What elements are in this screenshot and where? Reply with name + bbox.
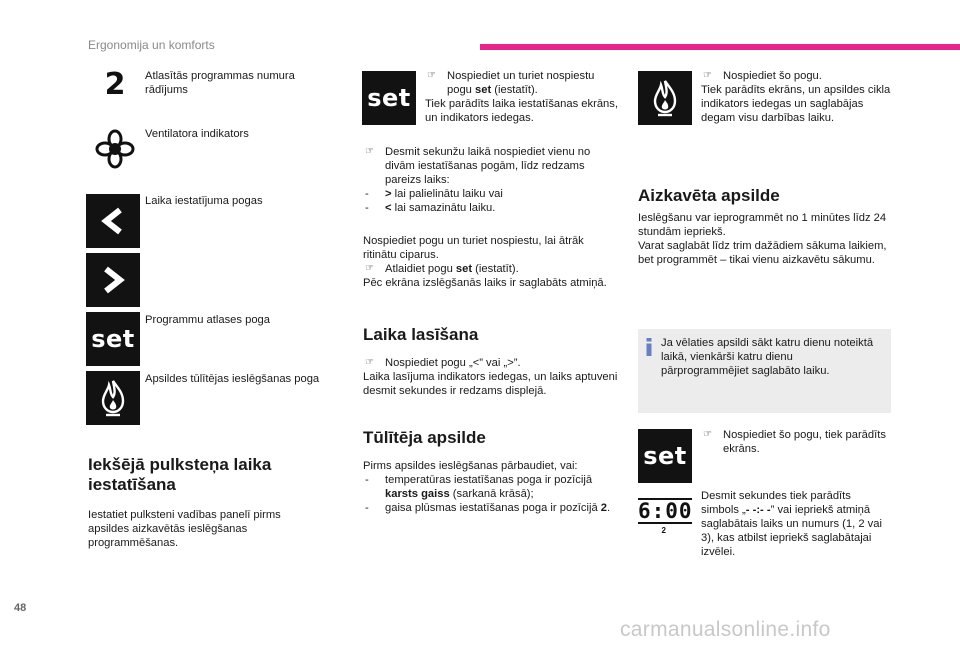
legend-label-time-buttons: Laika iestatījuma pogas (145, 195, 263, 207)
set-button-icon (638, 429, 692, 483)
delayed-text-2: Varat saglabāt līdz trim dažādiem sākuma laikiem, bet programmēt – tikai vienu aizkavētu sākumu. (638, 240, 887, 266)
flame-icon (638, 71, 692, 125)
step3-block (363, 234, 613, 290)
page-number: 48 (14, 602, 27, 614)
reading-block (363, 356, 618, 398)
step1-text: Tiek parādīts laika iestatīšanas ekrāns, un indikators iedegas. (425, 98, 618, 124)
legend-label-fan: Ventilatora indikators (145, 128, 249, 140)
clock-section-title (88, 455, 348, 495)
display-icon (638, 498, 692, 540)
clock-title-line2: iestatīšana (88, 475, 176, 494)
legend-label-instant-heat: Apsildes tūlītējas ieslēgšanas poga (145, 373, 320, 385)
set-button-icon (86, 312, 140, 366)
section-header: Ergonomija un komforts (88, 38, 215, 52)
display-text: Desmit sekundes tiek parādīts simbols „- -:- -” vai iepriekš atmiņā saglabātais laiks un numurs (1, 2 vai 3), kas atbilst iepriekš saglabātajai izvēlei. (701, 490, 882, 558)
display-time: 6:00 (638, 499, 693, 523)
info-text: Ja vēlaties apsildi sākt katru dienu noteiktā laikā, vienkārši katru dienu pārprogrammējiet saglabāto laiku. (661, 337, 874, 377)
legend-label-program-select: Programmu atlases poga (145, 314, 270, 326)
set-button-icon (362, 71, 416, 125)
instant-dash-airflow: - gaisa plūsmas iestatīšanas poga ir pozīcijā 2. (363, 501, 613, 515)
chevron-left-icon (86, 194, 140, 248)
step1-bullet: ☞ Nospiediet un turiet nospiestu pogu set (iestatīt). (425, 69, 620, 97)
flame-text: Tiek parādīts ekrāns, un apsildes cikla indikators iedegas un saglabājas degam visu darbības laiku. (701, 84, 891, 124)
set-icon-text: set (91, 325, 135, 353)
instant-block (363, 459, 613, 515)
clock-title-line1: Iekšējā pulksteņa laika (88, 455, 272, 474)
clock-section-body: Iestatiet pulksteni vadības panelī pirms apsildes aizkavētās ieslēgšanas programmēšanas. (88, 509, 281, 549)
set-icon-text: set (367, 84, 411, 112)
delayed-title: Aizkavēta apsilde (638, 186, 780, 205)
set-icon-text: set (643, 442, 687, 470)
digit-2-text: 2 (104, 66, 126, 102)
step2-dash-decrease: - < lai samazinātu laiku. (363, 201, 613, 215)
instant-title: Tūlītēja apsilde (363, 428, 486, 447)
reading-title: Laika lasīšana (363, 325, 479, 344)
delayed-text-1: Ieslēgšanu var ieprogrammēt no 1 minūtes līdz 24 stundām iepriekš. (638, 212, 887, 238)
step3-text: Pēc ekrāna izslēgšanās laiks ir saglabāts atmiņā. (363, 277, 607, 289)
info-icon (645, 338, 653, 356)
digit-2-icon (88, 57, 142, 111)
header-accent-bar (480, 44, 960, 50)
step1-block (425, 69, 620, 125)
fan-icon (88, 122, 142, 176)
chevron-right-icon (86, 253, 140, 307)
scroll-tip: Nospiediet pogu un turiet nospiestu, lai ātrāk ritinātu ciparus. (363, 235, 584, 261)
flame-icon (86, 371, 140, 425)
reading-text: Laika lasījuma indikators iedegas, un laiks aptuveni desmit sekundes ir redzams displejā. (363, 371, 618, 397)
watermark: carmanualsonline.info (620, 618, 831, 641)
instant-dash-temperature: - temperatūras iestatīšanas poga ir pozīcijā karsts gaiss (sarkanā krāsā); (363, 473, 613, 501)
instant-intro: Pirms apsildes ieslēgšanas pārbaudiet, vai: (363, 460, 578, 472)
set-bullet (701, 428, 891, 456)
step3-bullet: ☞ Atlaidiet pogu set (iestatīt). (363, 262, 613, 276)
display-sub: 2 (661, 526, 666, 535)
set-bullet-text: ☞ Nospiediet šo pogu, tiek parādīts ekrāns. (701, 428, 891, 456)
flame-bullet: ☞ Nospiediet šo pogu. (701, 69, 891, 83)
legend-label-program-number: Atlasītās programmas numura rādījums (145, 70, 295, 96)
step2-block (363, 145, 613, 215)
step2-dash-increase: - > lai palielinātu laiku vai (363, 187, 613, 201)
reading-bullet: ☞ Nospiediet pogu „<” vai „>”. (363, 356, 618, 370)
delayed-block (638, 211, 893, 267)
step2-bullet: ☞ Desmit sekunžu laikā nospiediet vienu no divām iestatīšanas pogām, līdz redzams pareizs laiks: (363, 145, 613, 187)
flame-block (701, 69, 891, 125)
